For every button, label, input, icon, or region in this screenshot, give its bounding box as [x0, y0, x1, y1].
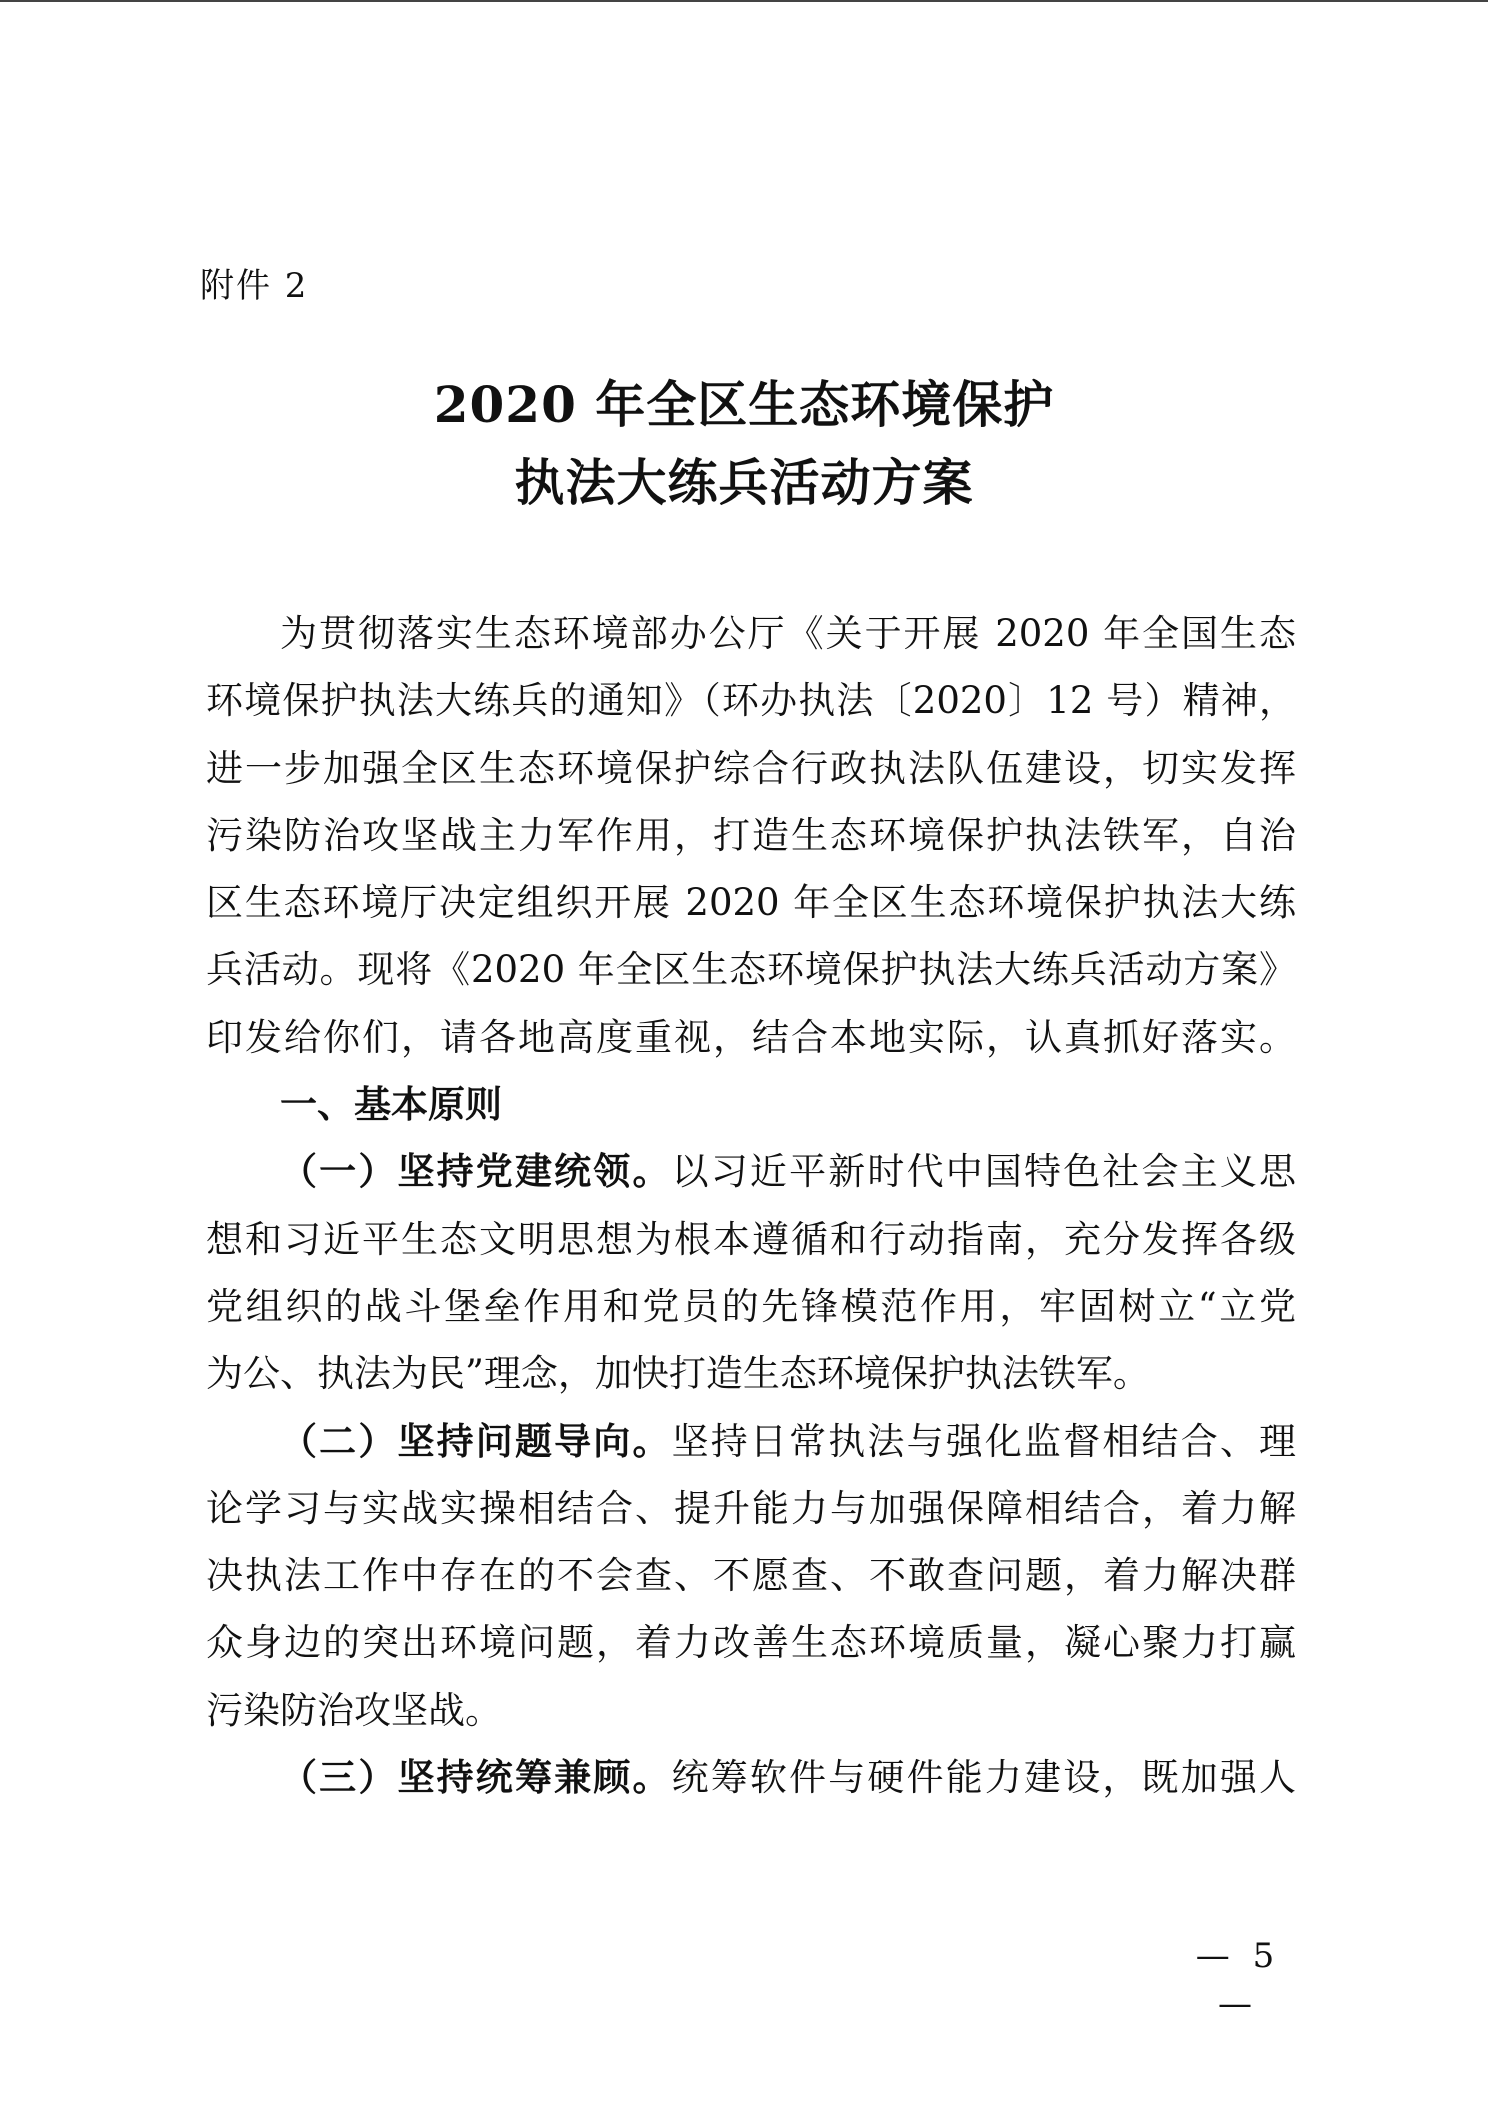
principle-1-first-text: 以习近平新时代中国特色社会主义思: [671, 1150, 1296, 1194]
intro-line: 为贯彻落实生态环境部办公厅《关于开展 2020 年全国生态: [280, 612, 1296, 655]
principle-3-first-line: [206, 1744, 1296, 1811]
section-heading: 一、基本原则: [280, 1082, 502, 1127]
principle-2-line: 众身边的突出环境问题，着力改善生态环境质量，凝心聚力打赢: [206, 1621, 1296, 1665]
intro-line: 环境保护执法大练兵的通知》（环办执法〔2020〕12 号）精神，: [206, 679, 1296, 723]
page-number: — 5 —: [1195, 1936, 1281, 2024]
intro-line: 区生态环境厅决定组织开展 2020 年全区生态环境保护执法大练: [206, 881, 1296, 925]
intro-line: 污染防治攻坚战主力军作用，打造生态环境保护执法铁军，自治: [206, 813, 1296, 857]
principle-2-first-line: [206, 1408, 1296, 1475]
principle-2-first-text: 坚持日常执法与强化监督相结合、理: [671, 1419, 1296, 1463]
intro-line: 进一步加强全区生态环境保护综合行政执法队伍建设，切实发挥: [206, 746, 1296, 790]
principle-1-first-line: [206, 1138, 1296, 1205]
principle-1-line: 为公、执法为民”理念，加快打造生态环境保护执法铁军。: [206, 1352, 1150, 1396]
principle-3-lead: （三）坚持统筹兼顾。: [280, 1755, 672, 1800]
principle-2-line: 决执法工作中存在的不会查、不愿查、不敢查问题，着力解决群: [206, 1554, 1296, 1598]
principle-2-lead: （二）坚持问题导向。: [280, 1418, 672, 1463]
principle-1-line: 党组织的战斗堡垒作用和党员的先锋模范作用，牢固树立“立党: [206, 1284, 1296, 1328]
intro-line: 兵活动。现将《2020 年全区生态环境保护执法大练兵活动方案》: [206, 948, 1296, 992]
principle-2-line: 污染防治攻坚战。: [206, 1688, 502, 1732]
document-title-line-1: 2020 年全区生态环境保护: [433, 375, 1055, 434]
document-body: [206, 600, 1296, 1811]
principle-1-lead: （一）坚持党建统领。: [280, 1149, 672, 1194]
principle-3-first-text: 统筹软件与硬件能力建设，既加强人: [671, 1756, 1296, 1800]
attachment-label: 附件 2: [200, 266, 309, 306]
principle-1-line: 想和习近平生态文明思想为根本遵循和行动指南，充分发挥各级: [206, 1217, 1296, 1261]
document-title-line-2: 执法大练兵活动方案: [514, 453, 974, 512]
top-border-line: [0, 0, 1488, 2]
intro-line: 印发给你们，请各地高度重视，结合本地实际，认真抓好落实。: [206, 1015, 1296, 1059]
principle-2-line: 论学习与实战实操相结合、提升能力与加强保障相结合，着力解: [206, 1486, 1296, 1530]
